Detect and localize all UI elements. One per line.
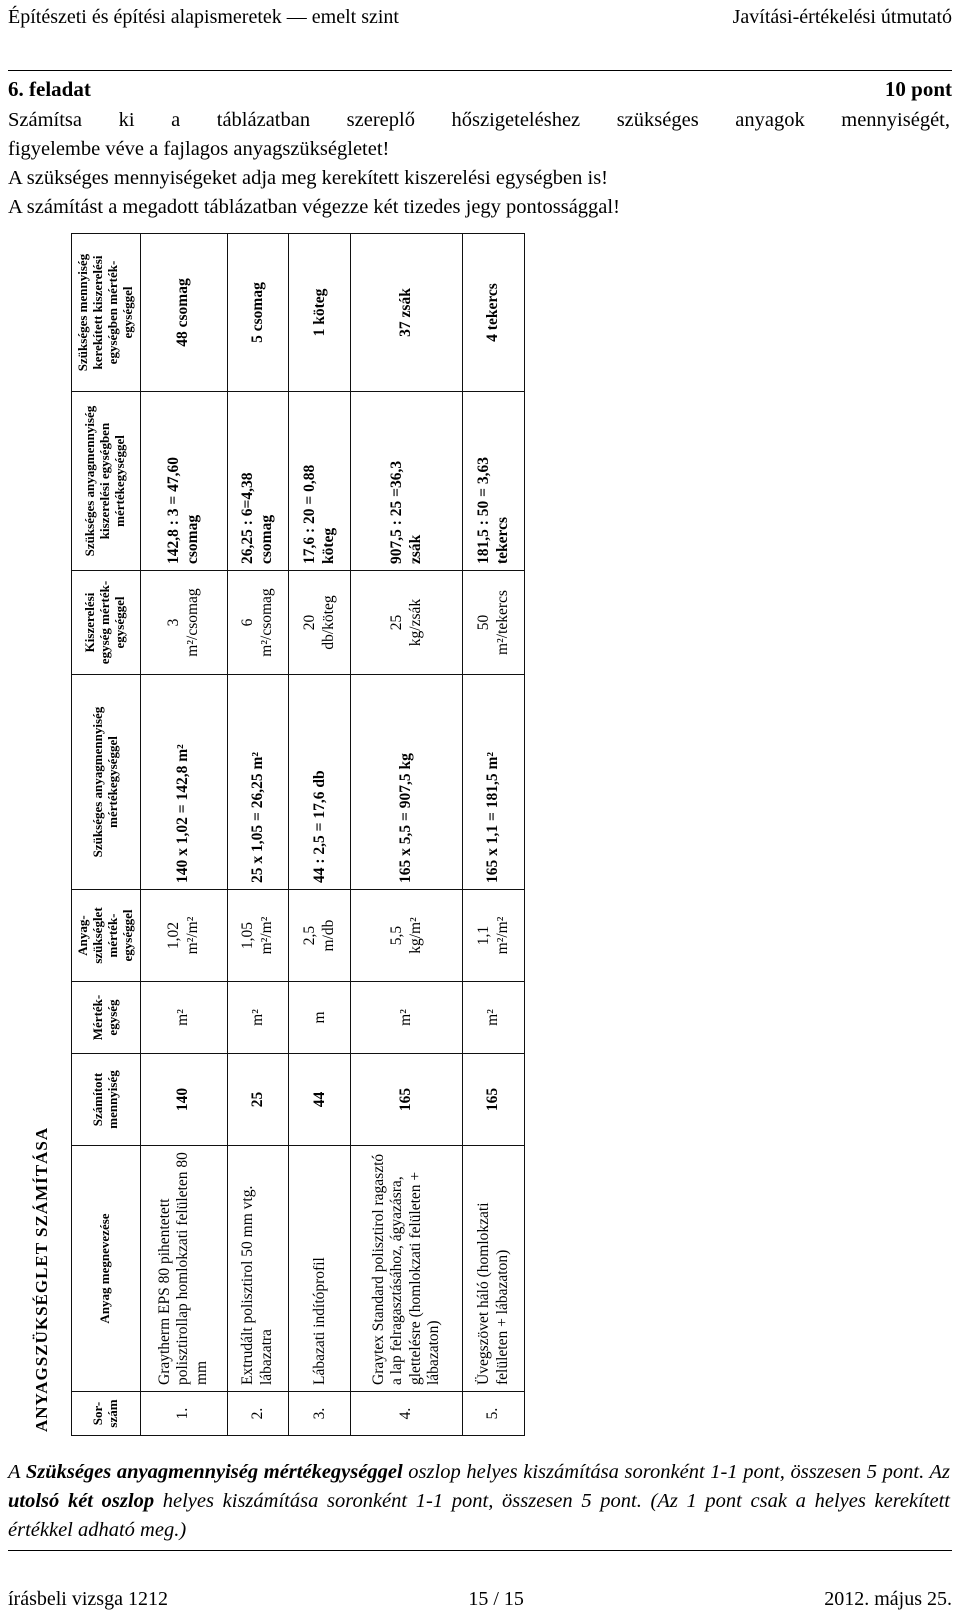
requirement [227, 890, 289, 982]
note-emphasis: Szükséges anyagmennyiség mértékegységgel [25, 1461, 403, 1483]
package-value: 50 [474, 614, 492, 631]
package-unit-label: m²/csomag [183, 588, 201, 657]
header-cell: Kiszerelési egység mérték-egységgel [72, 571, 141, 675]
table-header-row [72, 234, 141, 1436]
requirement-value: 1,02 [165, 921, 183, 950]
package-value: 3 [165, 618, 183, 627]
rotated-table-page [13, 234, 525, 1436]
package-amount [227, 392, 289, 571]
header-cell: Szükséges anyagmennyiség mértékegységgel [72, 675, 141, 890]
required-amount: 140 x 1,02 = 142,8 m² [140, 675, 227, 890]
package-amount-unit: köteg [319, 527, 337, 564]
requirement [140, 890, 227, 982]
requirement-unit: m²/m² [493, 916, 511, 955]
row-number: 4. [351, 1392, 463, 1436]
package-unit [140, 571, 227, 675]
requirement [463, 890, 525, 982]
package-amount-unit: csomag [258, 514, 275, 564]
scoring-note [8, 1458, 950, 1545]
required-amount: 25 x 1,05 = 26,25 m² [227, 675, 289, 890]
requirement-unit: m²/m² [183, 916, 201, 955]
package-amount-calc: 907,5 : 25 =36,3 [388, 460, 406, 564]
table-row [140, 234, 227, 1436]
package-unit [463, 571, 525, 675]
header-cell: Sor-szám [72, 1392, 141, 1436]
quantity: 140 [140, 1054, 227, 1146]
footer-date: 2012. május 25. [824, 1588, 952, 1610]
header-divider [8, 70, 952, 71]
instruction-line: A szükséges mennyiségeket adja meg kerekített kiszerelési egységben is! [8, 167, 608, 189]
package-unit-label: m²/tekercs [493, 590, 511, 655]
row-number: 1. [140, 1392, 227, 1436]
table-title: ANYAGSZÜKSÉGLET SZÁMÍTÁSA [32, 1126, 51, 1432]
table-row [227, 234, 289, 1436]
note-text: A [8, 1461, 26, 1483]
task-points: 10 pont [884, 77, 952, 101]
unit: m [289, 982, 351, 1054]
instruction-line: Számítsa ki a táblázatban szereplő hőszigeteléshez szükséges anyagok mennyiségét, [8, 109, 950, 131]
package-value: 25 [388, 614, 406, 631]
package-amount-unit: tekercs [493, 516, 511, 564]
quantity: 44 [289, 1054, 351, 1146]
package-amount [463, 392, 525, 571]
package-amount-calc: 26,25 : 6=4,38 [239, 472, 257, 564]
requirement-value: 1,1 [474, 925, 492, 946]
package-amount-calc: 142,8 : 3 = 47,60 [165, 457, 183, 564]
requirement-unit: m²/m² [258, 916, 275, 955]
instruction-line: figyelembe véve a fajlagos anyagszükségletet! [8, 138, 390, 160]
rounded-amount: 48 csomag [140, 234, 227, 392]
header-cell: Mérték-egység [72, 982, 141, 1054]
package-unit [227, 571, 289, 675]
requirement [289, 890, 351, 982]
package-unit-label: db/köteg [319, 595, 337, 650]
quantity: 165 [351, 1054, 463, 1146]
material-name: Lábazati indítóprofil [289, 1146, 351, 1392]
package-amount-unit: zsák [406, 534, 424, 564]
task-heading [8, 77, 952, 102]
calculation-table [71, 233, 525, 1436]
header-doc-type: Javítási-értékelési útmutató [732, 6, 952, 28]
package-amount-unit: csomag [183, 514, 201, 564]
rounded-amount: 5 csomag [227, 234, 289, 392]
row-number: 5. [463, 1392, 525, 1436]
package-unit-label: m²/csomag [258, 588, 275, 657]
rounded-amount: 1 köteg [289, 234, 351, 392]
header-cell: Szükséges mennyiség kerekített kiszerelési egységben mérték-egységgel [72, 234, 141, 392]
task-title: 6. feladat [8, 77, 91, 101]
header-cell: Számított mennyiség [72, 1054, 141, 1146]
material-name: Graytherm EPS 80 pihentetett polisztirollap homlokzati felületen 80 mm [140, 1146, 227, 1392]
requirement-value: 2,5 [301, 925, 319, 946]
package-value: 20 [301, 614, 319, 631]
material-name: Graytex Standard polisztirol ragasztó a lap felragasztásához, ágyazásra, glettelésre (homlokzati felületen + lábazaton) [351, 1146, 463, 1392]
table-row [351, 234, 463, 1436]
package-unit [289, 571, 351, 675]
package-amount-calc: 17,6 : 20 = 0,88 [301, 464, 319, 564]
material-name: Üvegszövet háló (homlokzati felületen + lábazaton) [463, 1146, 525, 1392]
package-unit [351, 571, 463, 675]
material-name: Extrudált polisztirol 50 mm vtg. lábazatra [227, 1146, 289, 1392]
unit: m² [140, 982, 227, 1054]
requirement-value: 5,5 [388, 925, 406, 946]
requirement-unit: m/db [319, 919, 337, 952]
page-header [8, 6, 952, 36]
footer-page-number: 15 / 15 [468, 1588, 524, 1610]
instruction-line: A számítást a megadott táblázatban végezze két tizedes jegy pontossággal! [8, 196, 620, 218]
note-text: oszlop helyes kiszámítása soronként 1-1 pont, összesen 5 pont. Az [402, 1461, 950, 1483]
quantity: 25 [227, 1054, 289, 1146]
required-amount: 165 x 1,1 = 181,5 m² [463, 675, 525, 890]
requirement [351, 890, 463, 982]
header-subject: Építészeti és építési alapismeretek — emelt szint [8, 6, 399, 28]
row-number: 2. [227, 1392, 289, 1436]
required-amount: 165 x 5,5 = 907,5 kg [351, 675, 463, 890]
package-amount [140, 392, 227, 571]
header-cell: Anyag megnevezése [72, 1146, 141, 1392]
row-number: 3. [289, 1392, 351, 1436]
calculation-table-wrapper [13, 234, 525, 1436]
required-amount: 44 : 2,5 = 17,6 db [289, 675, 351, 890]
package-value: 6 [239, 618, 257, 627]
task-instructions [8, 106, 950, 222]
package-amount-calc: 181,5 : 50 = 3,63 [474, 457, 492, 564]
table-row [289, 234, 351, 1436]
page-footer [8, 1588, 952, 1611]
requirement-unit: kg/m² [406, 917, 424, 954]
unit: m² [351, 982, 463, 1054]
table-row [463, 234, 525, 1436]
package-amount [351, 392, 463, 571]
footer-divider [8, 1550, 952, 1551]
unit: m² [227, 982, 289, 1054]
header-cell: Anyag-szükséglet mérték-egységgel [72, 890, 141, 982]
requirement-value: 1,05 [239, 921, 257, 950]
header-cell: Szükséges anyagmennyiség kiszerelési egységben mértékegységgel [72, 392, 141, 571]
unit: m² [463, 982, 525, 1054]
package-unit-label: kg/zsák [406, 598, 424, 647]
quantity: 165 [463, 1054, 525, 1146]
note-emphasis: utolsó két oszlop [8, 1490, 155, 1512]
rounded-amount: 4 tekercs [463, 234, 525, 392]
footer-exam-id: írásbeli vizsga 1212 [8, 1588, 168, 1610]
note-text: helyes kiszámítása soronként 1-1 pont, összesen 5 pont. (Az 1 pont csak a helyes kerekített értékkel adható meg.) [8, 1490, 950, 1541]
rounded-amount: 37 zsák [351, 234, 463, 392]
package-amount [289, 392, 351, 571]
